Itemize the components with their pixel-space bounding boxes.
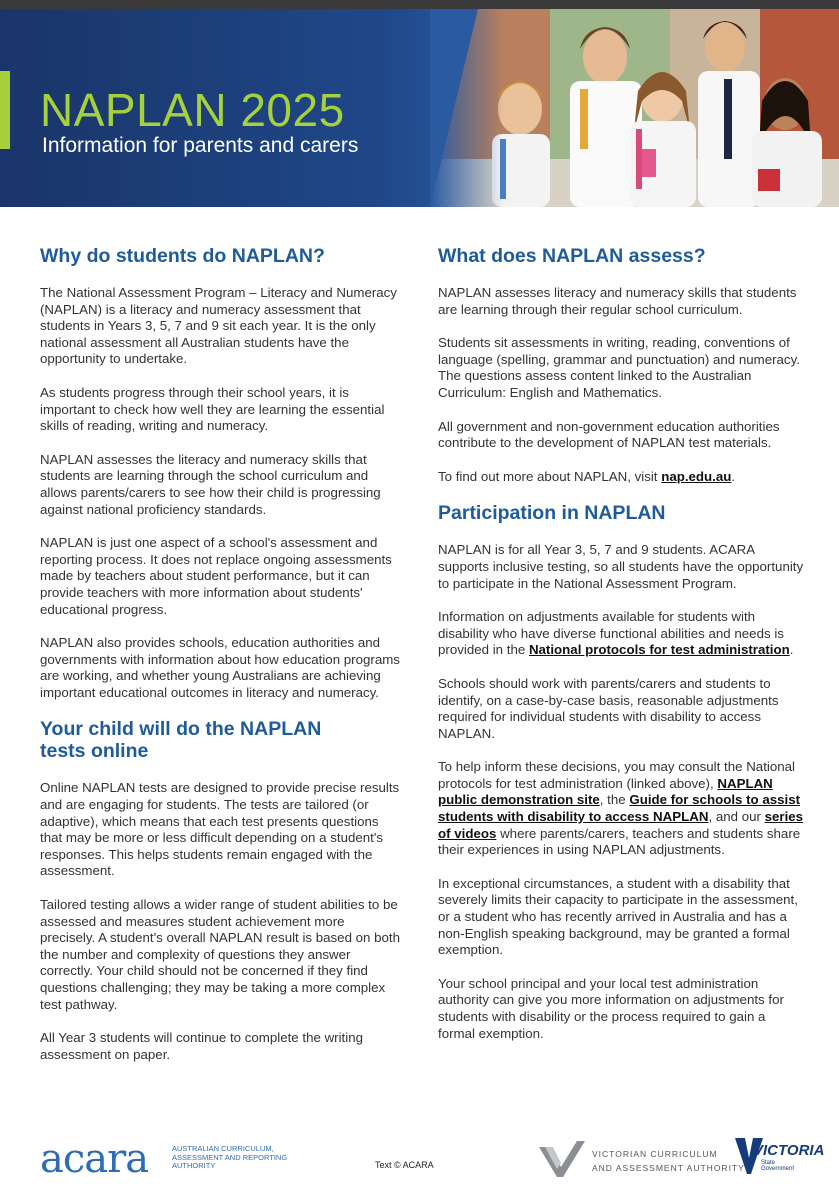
- text: , the: [599, 792, 630, 808]
- text: Information on adjustments available for students with disability who have diverse functional abilities and needs is provided in the: [438, 609, 784, 658]
- text: To help inform these decisions, you may consult the National protocols for test administration (linked above),: [438, 759, 795, 791]
- acara-tagline: AUSTRALIAN CURRICULUM, ASSESSMENT AND REPORTING AUTHORITY: [172, 1144, 288, 1170]
- page-title: NAPLAN 2025: [40, 84, 345, 136]
- heading-why: Why do students do NAPLAN?: [40, 245, 325, 267]
- vcaa-line-2: AND ASSESSMENT AUTHORITY: [592, 1163, 745, 1173]
- left-column: [40, 245, 402, 1080]
- victoria-wordmark: VICTORIA: [753, 1142, 825, 1159]
- paragraph-resources: [438, 759, 806, 859]
- vcaa-line-1: VICTORIAN CURRICULUM: [592, 1149, 718, 1159]
- paragraph: All Year 3 students will continue to complete the writing assessment on paper.: [40, 1030, 364, 1062]
- paragraph: Your school principal and your local test administration authority can give you more information on adjustments for students with disability or the process required to gain a formal exemption.: [438, 975, 784, 1041]
- text: .: [789, 642, 794, 658]
- header-banner: [0, 9, 839, 207]
- students-photo-illustration: [430, 9, 839, 207]
- copyright-text: Text © ACARA: [375, 1160, 434, 1170]
- paragraph: All government and non-government education authorities contribute to the development of NAPLAN test materials.: [438, 418, 780, 451]
- victoria-government-logo: [735, 1136, 825, 1176]
- paragraph: NAPLAN assesses literacy and numeracy skills that students are learning through their regular school curriculum.: [438, 285, 797, 317]
- heading-online: [40, 718, 402, 762]
- page-subtitle: Information for parents and carers: [42, 134, 359, 157]
- heading-online-line-2: tests online: [40, 740, 149, 763]
- victoria-subtext: [761, 1160, 794, 1172]
- footer: [0, 1124, 839, 1194]
- heading-online-line-1: Your child will do the NAPLAN: [40, 718, 322, 741]
- nap-link[interactable]: nap.edu.au: [661, 468, 732, 484]
- paragraph: NAPLAN assesses the literacy and numeracy skills that students are learning through the school curriculum and allows parents/carers to see how their child is progressing against national proficiency standards.: [40, 451, 381, 517]
- paragraph-visit: [438, 469, 806, 486]
- victoria-sub-2: Government: [761, 1166, 795, 1172]
- text: where parents/carers, teachers and students share their experiences in using NAPLAN adjustments.: [438, 825, 801, 858]
- paragraph: As students progress through their school years, it is important to check how well they are learning the essential skills of reading, writing and numeracy.: [40, 384, 385, 434]
- paragraph: Online NAPLAN tests are designed to provide precise results and are engaging for students. The tests are tailored (or adaptive), which means that each test presents questions that may be more or less difficult depending on a student's responses. This helps students remain engaged with the assessment.: [40, 780, 400, 879]
- text: , and our: [708, 809, 765, 825]
- paragraph: Schools should work with parents/carers and students to identify, on a case-by-case basis, reasonable adjustments required for individual students with disability to access NAPLAN.: [438, 675, 779, 741]
- text: To find out more about NAPLAN, visit: [438, 468, 662, 484]
- heading-participation: Participation in NAPLAN: [438, 502, 666, 525]
- right-column: [438, 245, 806, 1059]
- vcaa-text: [592, 1147, 745, 1175]
- videos-link[interactable]: series of videos: [438, 809, 804, 841]
- paragraph: Students sit assessments in writing, reading, conventions of language (spelling, grammar and punctuation) and numeracy. The questions assess content linked to the Australian Curriculum: English and Mathematics.: [438, 335, 800, 400]
- acara-logo: acara: [40, 1136, 149, 1182]
- paragraph: Tailored testing allows a wider range of student abilities to be assessed and measures student achievement more precisely. A student's overall NAPLAN result is based on both the number and complexity of questions they answer correctly. Your child should not be concerned if they find questions challenging; they may be taking a more complex test pathway.: [40, 897, 401, 1012]
- demo-site-link[interactable]: NAPLAN public demonstration site: [438, 775, 773, 808]
- paragraph: The National Assessment Program – Literacy and Numeracy (NAPLAN) is a literacy and numeracy assessment that students in Years 3, 5, 7 and 9 sit each year. It is the only national assessment all Australian students have the opportunity to undertake.: [40, 285, 397, 367]
- paragraph: In exceptional circumstances, a student with a disability that severely limits their capacity to participate in the assessment, or a student who has recently arrived in Australia and has a non-English speaking background, may be granted a formal exemption.: [438, 875, 798, 958]
- document-page: [0, 9, 839, 1200]
- text: .: [731, 468, 736, 484]
- victoria-sub-1: State: [761, 1160, 776, 1166]
- vcaa-checkmark-icon: [537, 1139, 587, 1179]
- banner-accent-bar: [0, 71, 10, 149]
- protocols-link[interactable]: National protocols for test administration: [528, 642, 790, 658]
- paragraph: NAPLAN also provides schools, education authorities and governments with information about how education programs are working, and whether young Australians are achieving important educational outcomes in literacy and numeracy.: [40, 635, 400, 700]
- guide-link[interactable]: Guide for schools to assist students with disability to access NAPLAN: [438, 792, 801, 825]
- paragraph-protocols: [438, 609, 806, 659]
- heading-assess: What does NAPLAN assess?: [438, 245, 706, 267]
- paragraph: NAPLAN is just one aspect of a school's assessment and reporting process. It does not replace ongoing assessments made by teachers about student performance, but it can provide teachers with more information about students' educational progress.: [40, 535, 392, 617]
- paragraph: NAPLAN is for all Year 3, 5, 7 and 9 students. ACARA supports inclusive testing, so all students have the opportunity to participate in the National Assessment Program.: [438, 542, 804, 591]
- vcaa-logo: [537, 1139, 745, 1179]
- students-photo: [430, 9, 839, 207]
